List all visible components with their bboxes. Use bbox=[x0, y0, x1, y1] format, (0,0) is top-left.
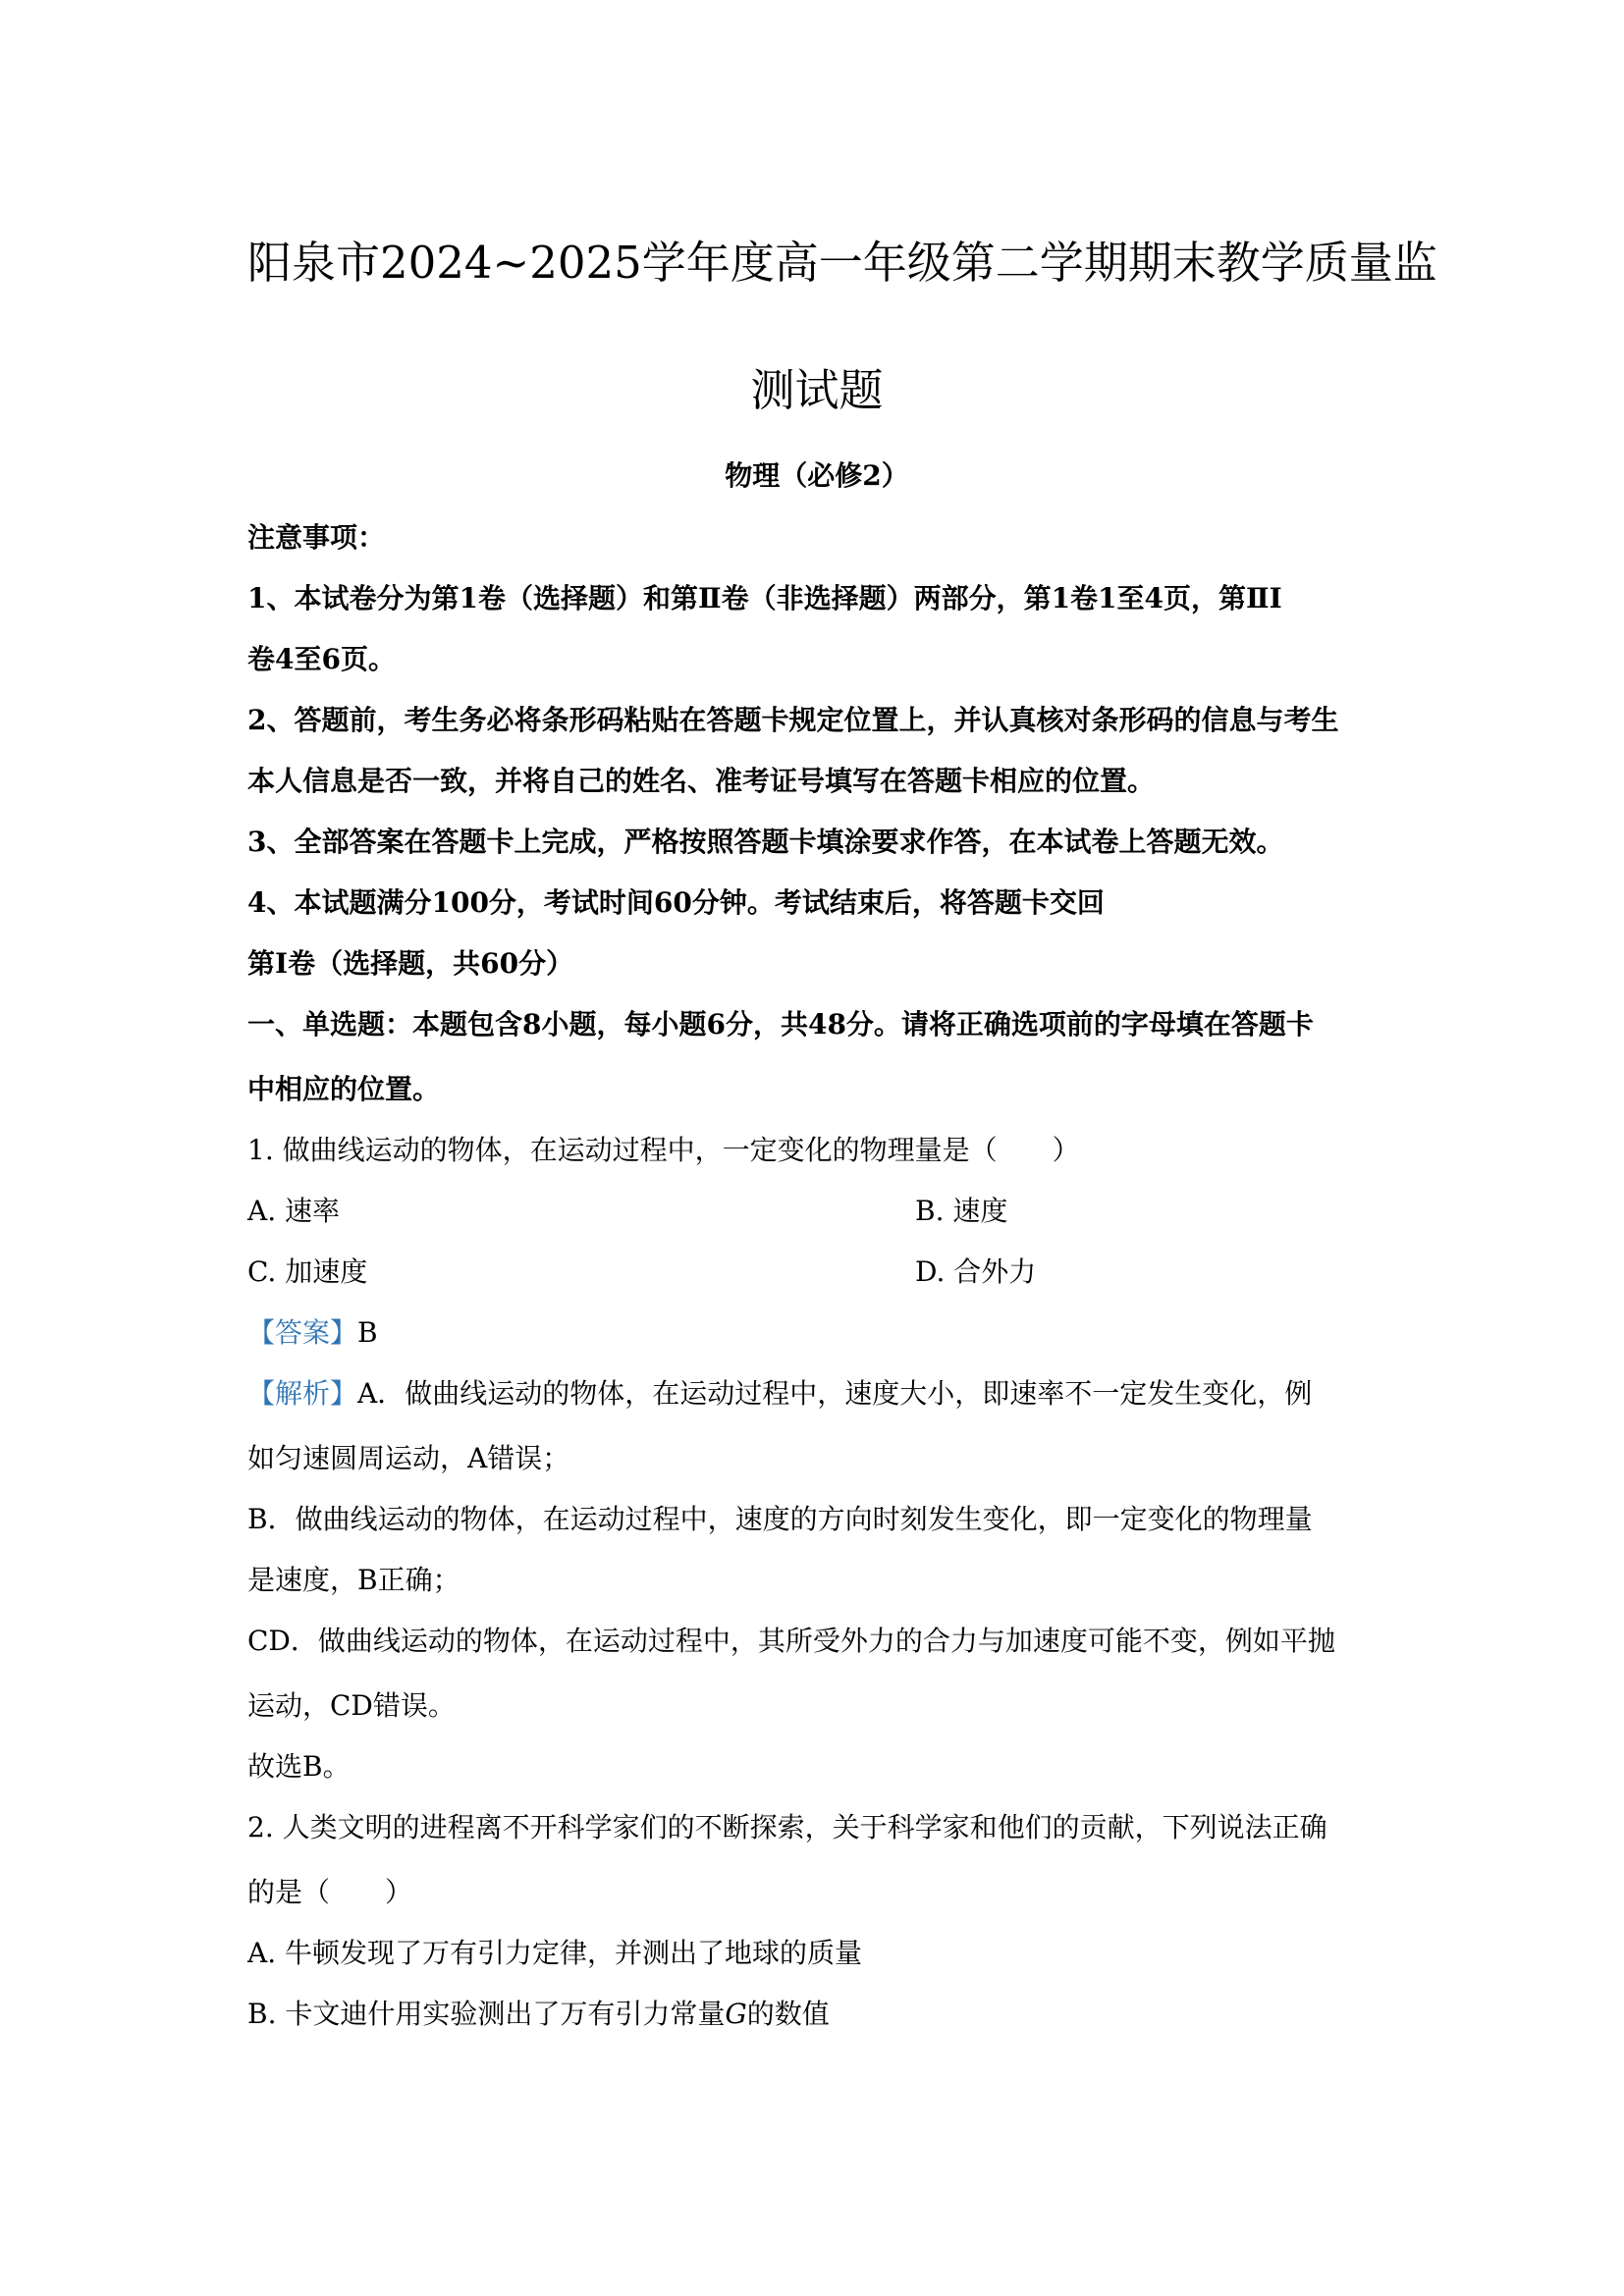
part1-instruction-line1: 一、单选题：本题包含8小题，每小题6分，共48分。请将正确选项前的字母填在答题卡 bbox=[247, 1008, 1314, 1041]
q1-analysis-line1 bbox=[247, 1374, 1386, 1414]
answer-tag: 【答案】 bbox=[247, 1316, 358, 1349]
q1-answer bbox=[247, 1313, 1386, 1353]
analysis-text: A．做曲线运动的物体，在运动过程中，速度大小，即速率不一定发生变化，例 bbox=[357, 1377, 1313, 1410]
notice-heading: 注意事项： bbox=[247, 521, 386, 554]
q2-stem-line2: 的是（ ） bbox=[247, 1876, 413, 1908]
notice-item-2-cont: 本人信息是否一致，并将自己的姓名、准考证号填写在答题卡相应的位置。 bbox=[247, 765, 1156, 797]
analysis-tag: 【解析】 bbox=[247, 1377, 358, 1410]
q1-analysis-line3: B．做曲线运动的物体，在运动过程中，速度的方向时刻发生变化，即一定变化的物理量 bbox=[247, 1503, 1313, 1535]
q1-analysis-conclusion: 故选B。 bbox=[247, 1750, 351, 1783]
notice-item-4: 4、本试题满分100分，考试时间60分钟。考试结束后，将答题卡交回 bbox=[247, 886, 1105, 919]
part1-instruction-line2: 中相应的位置。 bbox=[247, 1073, 441, 1105]
q1-analysis-line5: CD．做曲线运动的物体，在运动过程中，其所受外力的合力与加速度可能不变，例如平抛 bbox=[247, 1625, 1335, 1657]
q1-analysis-line6: 运动，CD错误。 bbox=[247, 1689, 456, 1722]
notice-item-1-cont: 卷4至6页。 bbox=[247, 643, 396, 675]
q1-option-b: B. 速度 bbox=[915, 1195, 1008, 1227]
gravity-constant-symbol: G bbox=[725, 1998, 747, 2030]
q2-option-a: A. 牛顿发现了万有引力定律，并测出了地球的质量 bbox=[247, 1937, 863, 1969]
q1-analysis-line2: 如匀速圆周运动，A错误； bbox=[247, 1442, 570, 1474]
section1-heading: 第Ⅰ卷（选择题，共60分） bbox=[247, 947, 574, 980]
q2-option-b-tail: 的数值 bbox=[746, 1998, 830, 2030]
notice-item-2: 2、答题前，考生务必将条形码粘贴在答题卡规定位置上，并认真核对条形码的信息与考生 bbox=[247, 704, 1339, 736]
q2-option-b bbox=[247, 1995, 1386, 2034]
notice-item-1: 1、本试卷分为第1卷（选择题）和第Ⅱ卷（非选择题）两部分，第1卷1至4页，第ⅡI bbox=[247, 582, 1282, 614]
q1-option-a: A. 速率 bbox=[247, 1195, 341, 1227]
q2-stem-line1: 2. 人类文明的进程离不开科学家们的不断探索，关于科学家和他们的贡献，下列说法正确 bbox=[247, 1811, 1327, 1843]
q1-option-d: D. 合外力 bbox=[915, 1255, 1037, 1288]
q1-option-c: C. 加速度 bbox=[247, 1255, 368, 1288]
subject-subtitle: 物理（必修2） bbox=[725, 459, 909, 492]
exam-title-line2: 测试题 bbox=[750, 364, 884, 416]
q1-stem: 1. 做曲线运动的物体，在运动过程中，一定变化的物理量是（ ） bbox=[247, 1134, 1080, 1166]
answer-value: B bbox=[357, 1316, 378, 1349]
q1-analysis-line4: 是速度，B正确； bbox=[247, 1564, 460, 1596]
notice-item-3: 3、全部答案在答题卡上完成，严格按照答题卡填涂要求作答，在本试卷上答题无效。 bbox=[247, 826, 1284, 858]
q2-option-b-text: B. 卡文迪什用实验测出了万有引力常量 bbox=[247, 1998, 726, 2030]
exam-title-line1: 阳泉市2024~2025学年度高一年级第二学期期末教学质量监 bbox=[247, 237, 1437, 289]
